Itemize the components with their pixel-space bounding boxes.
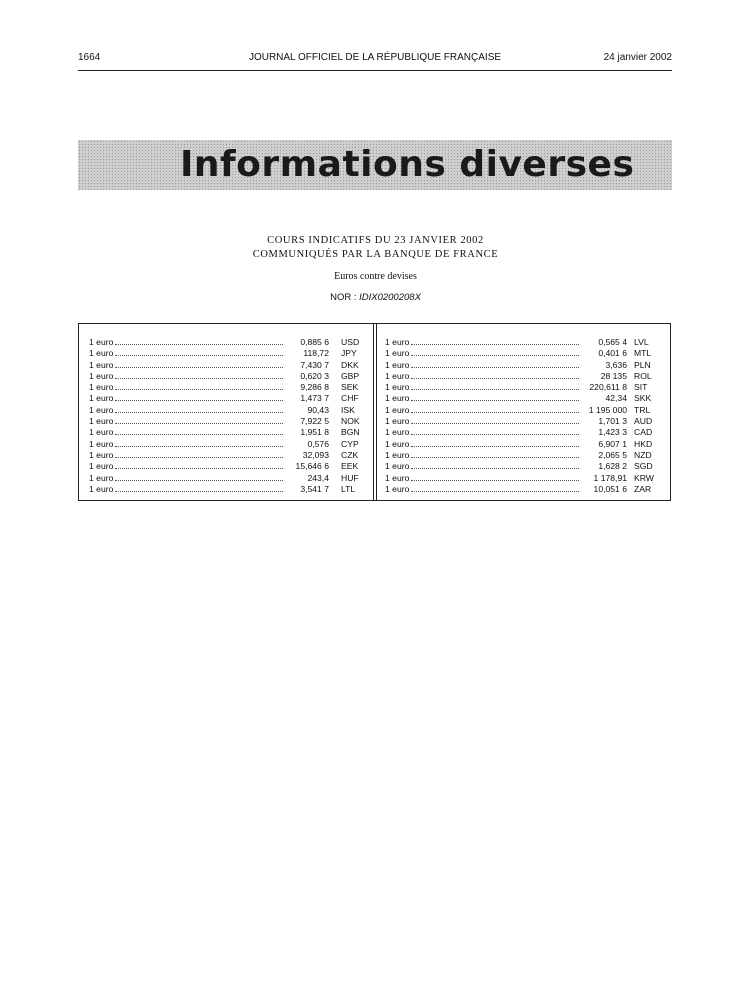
rate-value: 7,922 5: [300, 416, 329, 427]
dot-leader: [411, 367, 579, 368]
currency-code: MTL: [634, 348, 652, 359]
nor-code: IDIX0200208X: [359, 292, 421, 303]
dot-leader: [115, 434, 283, 435]
issue-date: 24 janvier 2002: [603, 52, 672, 63]
currency-code: NZD: [634, 449, 652, 460]
section-title: Informations diverses: [180, 144, 635, 185]
rate-unit: 1 euro: [89, 370, 114, 381]
rate-value: 0,885 6: [300, 337, 329, 347]
rate-unit: 1 euro: [385, 404, 410, 415]
rate-row: [385, 371, 663, 382]
dot-leader: [115, 412, 283, 413]
rate-value: 6,907 1: [598, 438, 627, 449]
rate-row: [385, 427, 663, 438]
rate-value: 0,401 6: [598, 348, 627, 359]
journal-title: JOURNAL OFFICIEL DE LA RÉPUBLIQUE FRANÇAISE: [248, 52, 502, 63]
rate-unit: 1 euro: [385, 370, 410, 381]
rate-unit: 1 euro: [89, 393, 114, 404]
rate-value: 1,701 3: [598, 416, 627, 427]
rate-row: [89, 382, 361, 393]
rate-value: 1,423 3: [598, 427, 627, 438]
currency-code: CAD: [634, 427, 653, 438]
rate-value: 9,286 8: [300, 382, 329, 393]
dot-leader: [115, 344, 283, 345]
currency-code: HUF: [341, 472, 359, 483]
rate-value: 3,636: [605, 359, 627, 370]
column-divider: [373, 324, 377, 500]
rate-row: [385, 450, 663, 461]
rate-unit: 1 euro: [89, 337, 114, 347]
rate-unit: 1 euro: [385, 359, 410, 370]
dot-leader: [411, 423, 579, 424]
dot-leader: [411, 355, 579, 356]
rate-row: [89, 360, 361, 371]
currency-code: JPY: [341, 348, 357, 359]
rate-row: [385, 348, 663, 359]
rate-row: [385, 382, 663, 393]
dot-leader: [411, 378, 579, 379]
currency-code: AUD: [634, 416, 653, 427]
dot-leader: [115, 389, 283, 390]
rate-value: 90,43: [307, 404, 329, 415]
rate-row: [385, 393, 663, 404]
notice-title-line2: COMMUNIQUÉS PAR LA BANQUE DE FRANCE: [252, 249, 499, 260]
dot-leader: [115, 468, 283, 469]
rate-unit: 1 euro: [385, 449, 410, 460]
rate-value: 243,4: [307, 472, 329, 483]
dot-leader: [411, 344, 579, 345]
rate-unit: 1 euro: [89, 472, 114, 483]
rate-value: 42,34: [605, 393, 627, 404]
currency-code: CZK: [341, 449, 359, 460]
rate-unit: 1 euro: [385, 337, 410, 347]
rate-value: 15,646 6: [295, 461, 329, 472]
rate-row: [385, 473, 663, 484]
dot-leader: [115, 423, 283, 424]
currency-code: ZAR: [634, 483, 652, 494]
rate-unit: 1 euro: [89, 348, 114, 359]
dot-leader: [115, 378, 283, 379]
rate-row: [89, 427, 361, 438]
rate-row: [385, 484, 663, 495]
nor-label: NOR :: [330, 292, 357, 303]
rate-value: 0,620 3: [300, 370, 329, 381]
rate-row: [89, 371, 361, 382]
rate-value: 32,093: [302, 449, 329, 460]
rate-unit: 1 euro: [89, 359, 114, 370]
rate-value: 7,430 7: [300, 359, 329, 370]
rate-value: 1 195 000: [588, 404, 627, 415]
rate-row: [385, 337, 663, 348]
currency-code: LTL: [341, 483, 356, 494]
currency-code: SGD: [634, 461, 653, 472]
rate-row: [385, 405, 663, 416]
dot-leader: [411, 446, 579, 447]
header-rule: [78, 70, 672, 71]
dot-leader: [115, 491, 283, 492]
rate-unit: 1 euro: [89, 438, 114, 449]
rate-unit: 1 euro: [89, 404, 114, 415]
rate-unit: 1 euro: [385, 427, 410, 438]
currency-code: KRW: [634, 472, 654, 483]
notice-title-line1: COURS INDICATIFS DU 23 JANVIER 2002: [267, 235, 484, 246]
rates-column-left: [89, 337, 361, 495]
rate-value: 220,611 8: [589, 382, 627, 393]
rate-unit: 1 euro: [385, 461, 410, 472]
dot-leader: [411, 400, 579, 401]
currency-code: SKK: [634, 393, 652, 404]
dot-leader: [411, 412, 579, 413]
rates-column-right: [385, 337, 663, 495]
dot-leader: [411, 434, 579, 435]
rate-row: [89, 461, 361, 472]
currency-code: DKK: [341, 359, 359, 370]
currency-code: USD: [341, 337, 360, 347]
currency-code: BGN: [341, 427, 360, 438]
rate-unit: 1 euro: [89, 382, 114, 393]
dot-leader: [411, 468, 579, 469]
currency-code: HKD: [634, 438, 653, 449]
rate-value: 2,065 5: [598, 449, 627, 460]
rate-unit: 1 euro: [385, 438, 410, 449]
rate-unit: 1 euro: [385, 393, 410, 404]
dot-leader: [115, 355, 283, 356]
rate-value: 3,541 7: [300, 483, 329, 494]
rate-row: [89, 416, 361, 427]
rate-row: [89, 405, 361, 416]
rate-unit: 1 euro: [89, 416, 114, 427]
dot-leader: [115, 367, 283, 368]
dot-leader: [411, 491, 579, 492]
rate-value: 118,72: [303, 348, 329, 359]
currency-code: LVL: [634, 337, 649, 347]
currency-code: ISK: [341, 404, 355, 415]
rate-value: 0,565 4: [598, 337, 627, 347]
rate-unit: 1 euro: [89, 483, 114, 494]
currency-code: GBP: [341, 370, 360, 381]
rate-row: [385, 461, 663, 472]
rate-unit: 1 euro: [385, 416, 410, 427]
rate-row: [385, 439, 663, 450]
currency-code: SIT: [634, 382, 648, 393]
currency-code: CYP: [341, 438, 359, 449]
currency-code: ROL: [634, 370, 652, 381]
rate-row: [89, 473, 361, 484]
dot-leader: [115, 400, 283, 401]
exchange-rates-table: [78, 323, 671, 501]
dot-leader: [411, 480, 579, 481]
rate-value: 0,576: [307, 438, 329, 449]
rate-row: [89, 393, 361, 404]
dot-leader: [115, 446, 283, 447]
rate-value: 1,473 7: [300, 393, 329, 404]
dot-leader: [411, 457, 579, 458]
rate-unit: 1 euro: [89, 427, 114, 438]
currency-code: NOK: [341, 416, 360, 427]
rate-value: 28 135: [600, 370, 627, 381]
rate-value: 10,051 6: [593, 483, 627, 494]
rate-row: [89, 348, 361, 359]
rate-value: 1 178,91: [593, 472, 627, 483]
currency-code: TRL: [634, 404, 651, 415]
rate-row: [89, 450, 361, 461]
rate-unit: 1 euro: [89, 461, 114, 472]
rate-value: 1,628 2: [598, 461, 627, 472]
rate-value: 1,951 8: [300, 427, 329, 438]
currency-code: EEK: [341, 461, 359, 472]
rate-row: [89, 484, 361, 495]
currency-code: PLN: [634, 359, 651, 370]
rate-row: [385, 360, 663, 371]
rate-unit: 1 euro: [385, 483, 410, 494]
page-header: [78, 52, 672, 68]
rate-unit: 1 euro: [89, 449, 114, 460]
dot-leader: [115, 457, 283, 458]
currency-code: SEK: [341, 382, 359, 393]
dot-leader: [411, 389, 579, 390]
nor-reference: [0, 292, 751, 303]
rate-unit: 1 euro: [385, 382, 410, 393]
rate-row: [89, 337, 361, 348]
dot-leader: [115, 480, 283, 481]
rate-unit: 1 euro: [385, 472, 410, 483]
currency-code: CHF: [341, 393, 359, 404]
notice-subtitle: Euros contre devises: [334, 271, 417, 282]
rate-row: [385, 416, 663, 427]
rate-unit: 1 euro: [385, 348, 410, 359]
page-number: 1664: [78, 52, 101, 63]
rate-row: [89, 439, 361, 450]
